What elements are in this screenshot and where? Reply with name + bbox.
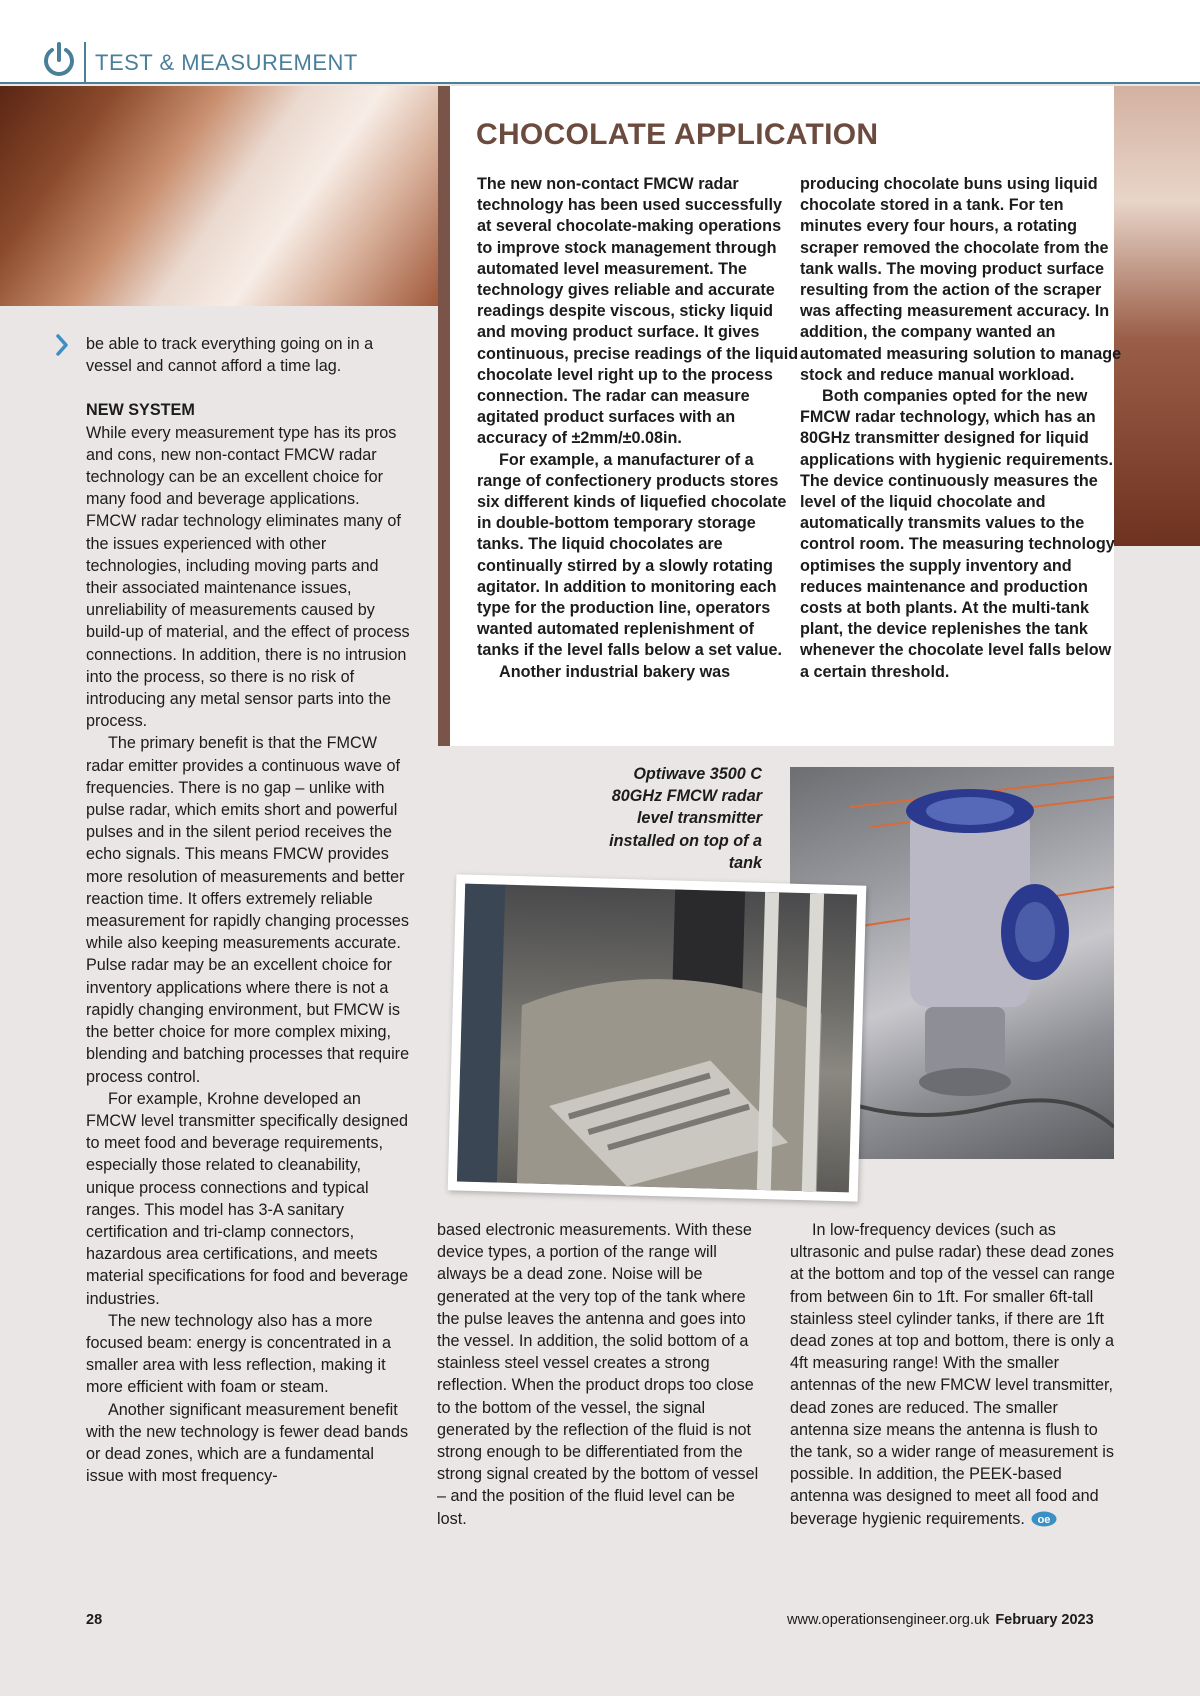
chocolate-photo-right	[1114, 86, 1200, 546]
oe-logo-icon	[1031, 1511, 1057, 1527]
tank-photo	[457, 884, 857, 1193]
sidebar-paragraph: For example, a manufacturer of a range of confectionery products stores six different kinds of liquefied chocolate in double-bottom temporary storage tanks. The liquid chocolates are continually stirred by a slowly rotating agitator. In addition to monitoring each type for the production line, operators wanted automated replenishment of tanks if the level falls below a set value.	[477, 450, 787, 660]
chocolate-photo-left	[0, 86, 438, 306]
footer-url[interactable]: www.operationsengineer.org.uk	[787, 1612, 990, 1628]
sidebar-accent-bar	[438, 86, 450, 746]
footer-info	[787, 1612, 1094, 1628]
final-paragraph-text: In low-frequency devices (such as ultrasonic and pulse radar) these dead zones at the bottom and top of the vessel can range from between 6in to 1ft. For smaller 6ft-tall stainless steel cylinder tanks, if there are 1ft dead zones at top and bottom, there is only a 4ft measuring range! With the smaller antennas of the new FMCW level transmitter, dead zones are reduced. The smaller antenna size means the antenna is flush to the tank, so a wider range of measurement is possible. In addition, the PEEK-based antenna was designed to meet all food and beverage hygienic requirements.	[790, 1221, 1115, 1528]
power-icon	[42, 42, 76, 78]
subheading: NEW SYSTEM	[86, 401, 195, 420]
tank-photo-frame	[448, 874, 867, 1201]
page-number: 28	[86, 1612, 103, 1628]
oe-logo-text: oe	[1037, 1514, 1051, 1527]
body-paragraph: The new technology also has a more focused beam: energy is concentrated in a smaller area with less reflection, making it more efficient with foam or steam.	[86, 1311, 392, 1397]
body-paragraph: While every measurement type has its pros and cons, new non-contact FMCW radar technology can be an excellent choice for many food and beverage applications. FMCW radar technology eliminates many of the issues experienced with other technologies, including moving parts and their associated maintenance issues, unreliability of measurements caused by build-up of material, and the effect of process connections. In addition, there is no intrusion into the process, so there is no risk of introducing any metal sensor parts into the process.	[86, 423, 410, 731]
sidebar-column-1	[477, 174, 799, 683]
sidebar-paragraph: The new non-contact FMCW radar technology has been used successfully at several chocolate-making operations to improve stock management through automated level measurement. The technology gives reliable and accurate readings despite viscous, sticky liquid and moving product surface. It gives continuous, precise readings of the liquid chocolate level right up to the process connection. The radar can measure agitated product surfaces with an accuracy of ±2mm/±0.08in.	[477, 175, 799, 448]
sidebar-column-2	[800, 174, 1122, 683]
sidebar-paragraph: producing chocolate buns using liquid chocolate stored in a tank. For ten minutes every four hours, a rotating scraper removed the chocolate from the tank walls. The moving product surface resulting from the action of the scraper was affecting measurement accuracy. In addition, the company wanted an automated measuring solution to manage stock and reduce manual workload.	[800, 175, 1122, 384]
header-divider	[84, 42, 86, 84]
page-header	[0, 0, 1200, 84]
body-column-middle	[437, 1219, 765, 1530]
issue-date: February 2023	[995, 1612, 1094, 1628]
main-column-left	[86, 333, 412, 1487]
sidebar-title: CHOCOLATE APPLICATION	[476, 118, 879, 151]
body-paragraph: For example, Krohne developed an FMCW level transmitter specifically designed to meet food and beverage requirements, especially those related to cleanability, unique process connections and typical ranges. This model has 3-A sanitary certification and tri-clamp connectors, hazardous area certifications, and meets material specifications for food and beverage industries.	[86, 1089, 409, 1308]
body-paragraph-final	[790, 1219, 1120, 1530]
body-column-right	[790, 1219, 1120, 1530]
photo-caption: Optiwave 3500 C 80GHz FMCW radar level transmitter installed on top of a tank	[609, 765, 762, 872]
section-title-header: TEST & MEASUREMENT	[95, 50, 358, 75]
intro-paragraph: be able to track everything going on in a vessel and cannot afford a time lag.	[86, 335, 374, 376]
sidebar-paragraph: Another industrial bakery was	[499, 662, 731, 681]
body-paragraph: The primary benefit is that the FMCW radar emitter provides a continuous wave of frequencies. There is no gap – unlike with pulse radar, which emits short and powerful pulses and in the silent period receives the echo signals. This means FMCW provides more resolution of measurements and better reaction time. It offers extremely reliable measurement for rapidly changing processes while also keeping measurements accurate. Pulse radar may be an excellent choice for inventory applications where there is not a rapidly changing environment, but FMCW is the better choice for more complex mixing, blending and batching processes that require process control.	[86, 734, 410, 1086]
sidebar-paragraph: Both companies opted for the new FMCW radar technology, which has an 80GHz transmitter designed for liquid applications with hygienic requirements. The device continuously measures the level of the liquid chocolate and automatically transmits values to the control room. The measuring technology optimises the supply inventory and reduces maintenance and production costs at both plants. At the multi-tank plant, the device replenishes the tank whenever the chocolate level falls below a certain threshold.	[800, 387, 1115, 681]
chevron-right-icon	[55, 333, 69, 357]
body-paragraph: based electronic measurements. With these device types, a portion of the range will always be a dead zone. Noise will be generated at the very top of the tank where the pulse leaves the antenna and goes into the vessel. In addition, the solid bottom of a stainless steel vessel creates a strong reflection. When the product drops too close to the bottom of the vessel, the signal generated by the reflection of the fluid is not strong enough to be differentiated from the strong signal created by the bottom of vessel – and the position of the fluid level can be lost.	[437, 1221, 759, 1528]
body-paragraph: Another significant measurement benefit with the new technology is fewer dead bands or dead zones, which are a fundamental issue with most frequency-	[86, 1400, 409, 1486]
